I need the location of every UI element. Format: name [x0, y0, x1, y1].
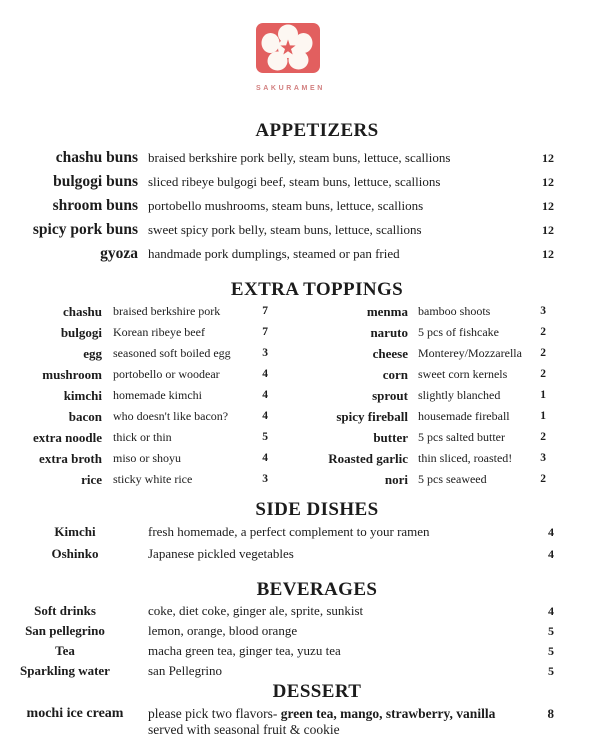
item-price: 1: [540, 410, 546, 422]
restaurant-logo: [256, 23, 325, 92]
item-description: portobello or woodear: [113, 367, 220, 381]
item-price: 2: [540, 326, 546, 338]
item-name: rice: [81, 472, 102, 487]
item-price: 4: [262, 389, 268, 401]
item-price: 1: [540, 389, 546, 401]
item-price: 2: [540, 473, 546, 485]
side-dishes-list: [20, 521, 554, 565]
item-description: sweet spicy pork belly, steam buns, lettuce, scallions: [148, 222, 422, 237]
item-name: naruto: [370, 325, 408, 340]
section-title-beverages: BEVERAGES: [256, 579, 378, 600]
menu-item-row: [20, 301, 268, 322]
item-price: 4: [548, 604, 554, 618]
item-price: 4: [262, 410, 268, 422]
item-name: Kimchi: [54, 524, 96, 539]
dessert-desc-line1: [148, 706, 530, 722]
item-name: bulgogi: [60, 325, 102, 340]
menu-item-row: [310, 322, 546, 343]
section-title-dessert: DESSERT: [272, 681, 362, 702]
extra-toppings-right-column: [310, 301, 554, 490]
item-name: spicy pork buns: [32, 221, 138, 238]
menu-item-row: [310, 469, 546, 490]
brand-name: SAKURAMEN: [256, 85, 325, 92]
item-name: Soft drinks: [34, 603, 96, 618]
item-name: shroom buns: [52, 197, 138, 214]
item-price: 7: [262, 326, 268, 338]
item-price: 12: [542, 247, 554, 261]
menu-item-row: [20, 469, 268, 490]
menu-item-row: [20, 322, 268, 343]
item-description: san Pellegrino: [148, 663, 223, 678]
item-description: [148, 706, 530, 738]
item-description: braised berkshire pork: [113, 304, 221, 318]
item-description: seasoned soft boiled egg: [113, 346, 231, 360]
item-description: 5 pcs of fishcake: [418, 325, 499, 339]
item-name: kimchi: [63, 388, 102, 403]
item-price: 4: [548, 547, 554, 561]
item-description: 5 pcs salted butter: [418, 430, 505, 444]
menu-item-row: [20, 406, 268, 427]
item-price: 12: [542, 175, 554, 189]
item-price: 8: [547, 706, 554, 721]
section-title-appetizers: APPETIZERS: [255, 120, 379, 141]
menu-item-row: [310, 343, 546, 364]
item-description: housemade fireball: [418, 409, 510, 423]
item-price: 5: [262, 431, 268, 443]
menu-item-row: [20, 543, 554, 565]
menu-item-row: [20, 427, 268, 448]
item-name: chashu: [62, 304, 102, 319]
item-name: bulgogi buns: [53, 173, 138, 190]
item-name: Roasted garlic: [328, 451, 408, 466]
dessert-desc-line2: served with seasonal fruit & cookie: [148, 722, 340, 737]
item-description: thick or thin: [113, 430, 172, 444]
item-description: 5 pcs seaweed: [418, 472, 487, 486]
item-name: bacon: [68, 409, 102, 424]
menu-item-row: [20, 146, 554, 170]
menu-item-row: [20, 194, 554, 218]
item-description: slightly blanched: [418, 388, 501, 402]
menu-item-row: [20, 364, 268, 385]
item-price: 7: [262, 305, 268, 317]
item-price: 2: [540, 368, 546, 380]
item-name: mushroom: [42, 367, 102, 382]
item-price: 5: [548, 624, 554, 638]
item-description: who doesn't like bacon?: [113, 409, 229, 423]
item-name: corn: [382, 367, 408, 382]
section-title-extra-toppings: EXTRA TOPPINGS: [230, 279, 404, 300]
menu-item-row: [310, 448, 546, 469]
item-description: Monterey/Mozzarella: [418, 346, 522, 360]
item-description: portobello mushrooms, steam buns, lettuce, scallions: [148, 198, 424, 213]
item-name: gyoza: [100, 245, 138, 262]
menu-item-row: [20, 385, 268, 406]
item-name: nori: [384, 472, 408, 487]
menu-item-row: [310, 427, 546, 448]
item-price: 5: [548, 644, 554, 658]
item-price: 3: [262, 347, 268, 359]
dessert-flavor-options: green tea, mango, strawberry, vanilla: [280, 706, 496, 721]
menu-item-row: [310, 406, 546, 427]
menu-item-row: [20, 601, 554, 621]
menu-item-row: [20, 448, 268, 469]
item-description: fresh homemade, a perfect complement to your ramen: [148, 524, 430, 539]
menu-item-row: [20, 661, 554, 681]
item-name: cheese: [372, 346, 408, 361]
item-name: Oshinko: [51, 546, 99, 561]
item-name: Sparkling water: [20, 663, 110, 678]
beverages-list: [20, 601, 554, 681]
item-description: handmade pork dumplings, steamed or pan fried: [148, 246, 400, 261]
sakura-flower-icon: [256, 23, 320, 73]
item-name: sprout: [372, 388, 408, 403]
section-title-side-dishes: SIDE DISHES: [255, 499, 379, 520]
menu-item-row: [20, 621, 554, 641]
menu-item-row: [310, 385, 546, 406]
item-name: spicy fireball: [336, 409, 408, 424]
item-name: chashu buns: [55, 149, 138, 166]
item-name: extra broth: [39, 451, 102, 466]
menu-item-row: [310, 364, 546, 385]
menu-item-row: [20, 218, 554, 242]
item-description: homemade kimchi: [113, 388, 202, 402]
item-name: mochi ice cream: [26, 706, 124, 721]
item-description: Japanese pickled vegetables: [148, 546, 294, 561]
item-price: 12: [542, 199, 554, 213]
item-name: menma: [366, 304, 408, 319]
item-price: 3: [262, 473, 268, 485]
item-price: 2: [540, 347, 546, 359]
menu-item-row: [20, 242, 554, 266]
item-price: 4: [262, 368, 268, 380]
item-name: egg: [83, 346, 102, 361]
item-description: coke, diet coke, ginger ale, sprite, sunkist: [148, 603, 364, 618]
item-description: Korean ribeye beef: [113, 325, 205, 339]
item-description: bamboo shoots: [418, 304, 491, 318]
item-price: 4: [548, 525, 554, 539]
menu-item-row: [20, 706, 554, 738]
item-description: sticky white rice: [113, 472, 193, 486]
item-price: 2: [540, 431, 546, 443]
item-description: braised berkshire pork belly, steam buns, lettuce, scallions: [148, 150, 451, 165]
item-price: 4: [262, 452, 268, 464]
item-price: 3: [540, 452, 546, 464]
menu-item-row: [20, 641, 554, 661]
item-description: macha green tea, ginger tea, yuzu tea: [148, 643, 341, 658]
menu-item-row: [20, 521, 554, 543]
extra-toppings-left-column: [20, 301, 268, 490]
appetizers-list: [20, 146, 554, 266]
menu-item-row: [310, 301, 546, 322]
item-description: thin sliced, roasted!: [418, 451, 513, 465]
menu-content: [20, 120, 554, 738]
item-description: lemon, orange, blood orange: [148, 623, 298, 638]
menu-item-row: [20, 343, 268, 364]
extra-toppings-columns: [20, 301, 554, 490]
item-name: butter: [373, 430, 408, 445]
dessert-desc-prefix: please pick two flavors-: [148, 706, 281, 721]
item-description: sliced ribeye bulgogi beef, steam buns, lettuce, scallions: [148, 174, 441, 189]
item-description: sweet corn kernels: [418, 367, 508, 381]
item-price: 3: [540, 305, 546, 317]
menu-item-row: [20, 170, 554, 194]
item-price: 12: [542, 151, 554, 165]
item-description: miso or shoyu: [113, 451, 182, 465]
item-price: 12: [542, 223, 554, 237]
item-name: extra noodle: [33, 430, 102, 445]
item-name: Tea: [55, 643, 75, 658]
item-price: 5: [548, 664, 554, 678]
item-name: San pellegrino: [25, 623, 105, 638]
